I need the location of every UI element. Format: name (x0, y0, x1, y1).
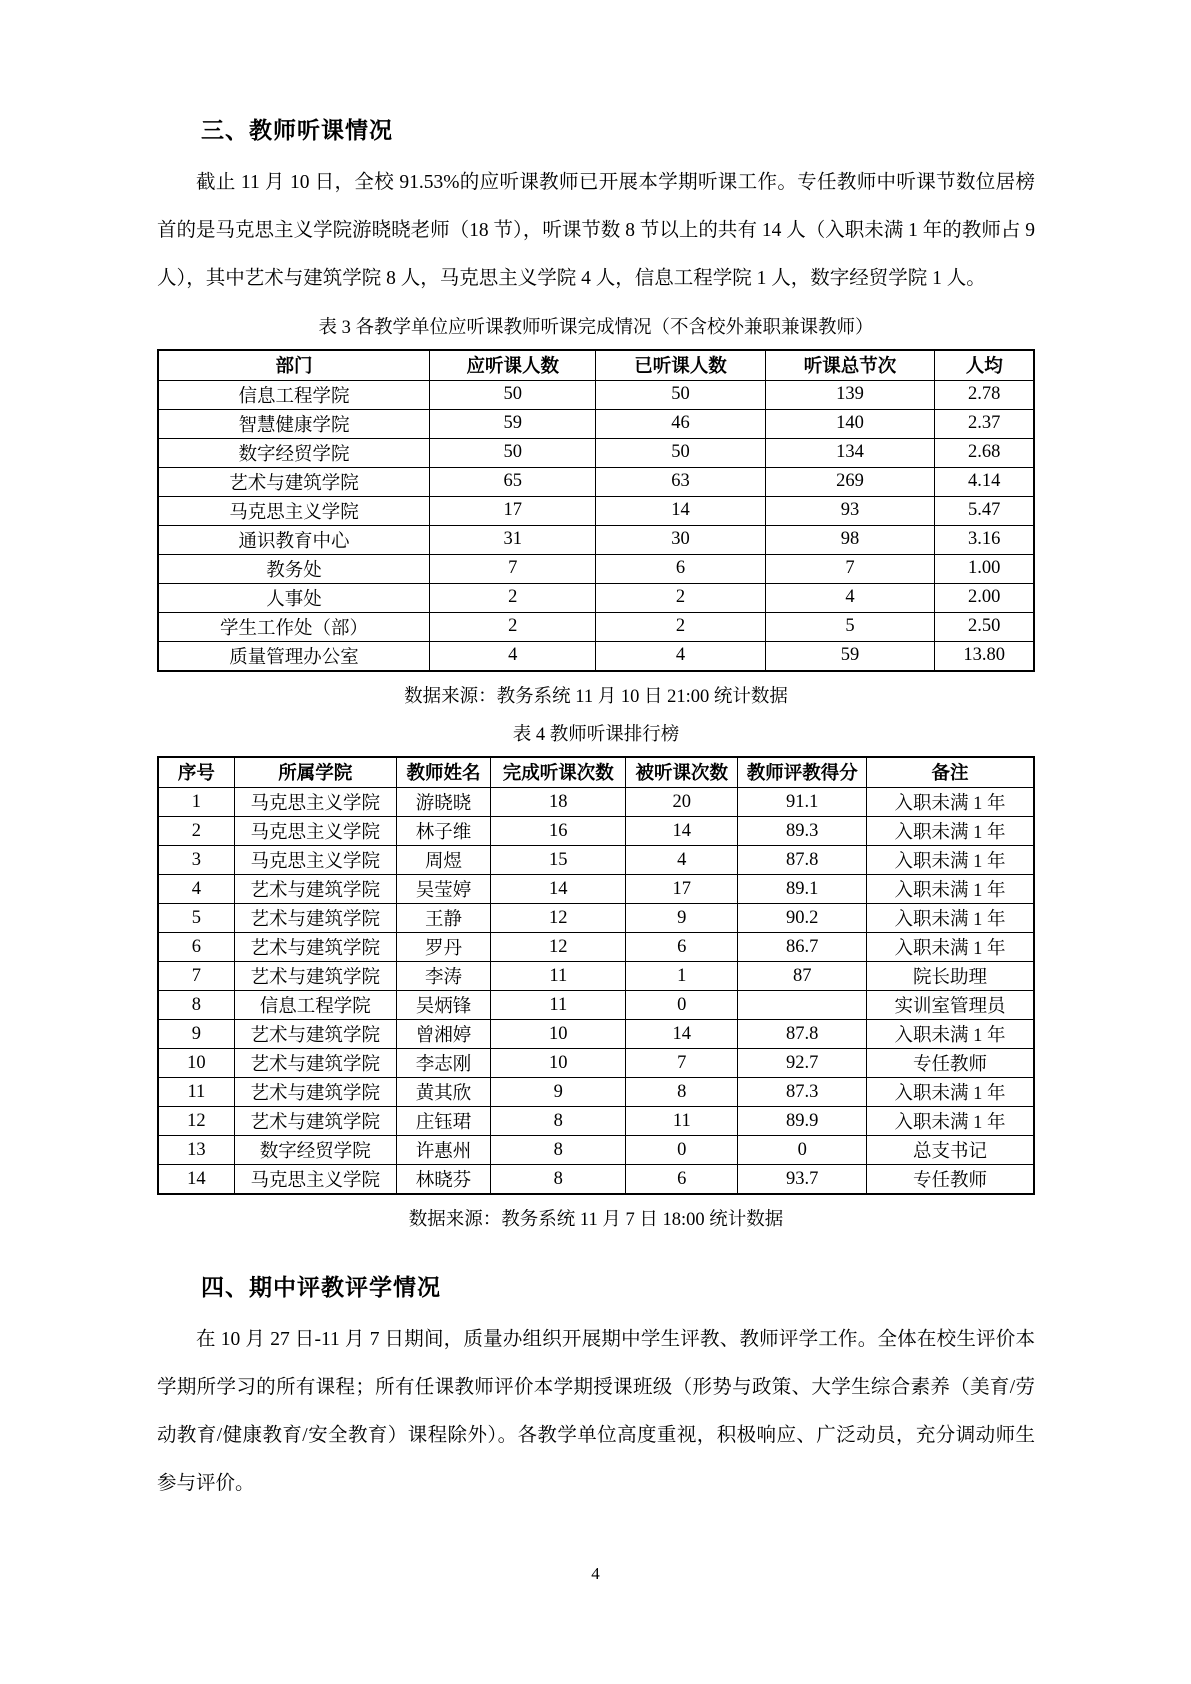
table-cell: 8 (491, 1136, 626, 1165)
table-cell: 7 (765, 554, 935, 583)
table-cell: 吴炳锋 (396, 991, 491, 1020)
table-row (158, 1107, 1034, 1136)
table-cell: 50 (596, 438, 765, 467)
table-cell: 2.00 (935, 583, 1034, 612)
table-cell: 50 (596, 380, 765, 409)
table-cell: 信息工程学院 (158, 380, 430, 409)
table-cell: 入职未满 1 年 (867, 1107, 1034, 1136)
table-cell: 2.50 (935, 612, 1034, 641)
table-cell: 98 (765, 525, 935, 554)
table-cell: 12 (491, 904, 626, 933)
table-cell: 31 (430, 525, 596, 554)
page-number: 4 (591, 1564, 600, 1583)
table-row (158, 380, 1034, 409)
table-cell: 艺术与建筑学院 (234, 962, 396, 991)
table-cell: 马克思主义学院 (234, 1165, 396, 1195)
table-cell: 87.8 (738, 1020, 867, 1049)
table-cell: 入职未满 1 年 (867, 817, 1034, 846)
table-cell: 8 (158, 991, 234, 1020)
table-cell: 艺术与建筑学院 (234, 1078, 396, 1107)
table4-source-note: 数据来源：教务系统 11 月 7 日 18:00 统计数据 (408, 1210, 784, 1230)
table-cell: 7 (158, 962, 234, 991)
table-cell: 院长助理 (867, 962, 1034, 991)
table-cell: 2.68 (935, 438, 1034, 467)
table-cell: 吴莹婷 (396, 875, 491, 904)
table-cell: 专任教师 (867, 1165, 1034, 1195)
table-cell: 李涛 (396, 962, 491, 991)
column-header: 已听课人数 (596, 350, 765, 380)
table-cell: 许惠州 (396, 1136, 491, 1165)
table-cell: 17 (430, 496, 596, 525)
table-cell: 59 (430, 409, 596, 438)
table-cell: 18 (491, 788, 626, 817)
column-header: 序号 (158, 757, 234, 788)
table-cell: 134 (765, 438, 935, 467)
table-cell: 学生工作处（部） (158, 612, 430, 641)
table-cell: 2.37 (935, 409, 1034, 438)
table-row (158, 554, 1034, 583)
table-cell: 14 (626, 817, 738, 846)
table-cell: 智慧健康学院 (158, 409, 430, 438)
table-cell: 1 (626, 962, 738, 991)
column-header: 备注 (867, 757, 1034, 788)
table-cell: 63 (596, 467, 765, 496)
table-row (158, 583, 1034, 612)
table-cell: 教务处 (158, 554, 430, 583)
table-cell: 人事处 (158, 583, 430, 612)
table-cell: 林晓芬 (396, 1165, 491, 1195)
table-cell: 87 (738, 962, 867, 991)
table-cell: 6 (596, 554, 765, 583)
table-cell: 13 (158, 1136, 234, 1165)
table-row (158, 991, 1034, 1020)
section3-paragraph: 截止 11 月 10 日，全校 91.53%的应听课教师已开展本学期听课工作。专任教师中听课节数位居榜首的是马克思主义学院游晓晓老师（18 节），听课节数 8 节以上的共有 14 人（入职未满 1 年的教师占 9 人），其中艺术与建筑学院 8 人，马克思主义学院 4 人，信息工程学院 1 人，数字经贸学院 1 人。 (157, 172, 1035, 289)
table-cell: 11 (491, 962, 626, 991)
table-row (158, 875, 1034, 904)
table-cell: 2 (596, 583, 765, 612)
table-cell: 4 (430, 641, 596, 671)
table-cell: 5 (765, 612, 935, 641)
column-header: 应听课人数 (430, 350, 596, 380)
table-cell: 入职未满 1 年 (867, 1020, 1034, 1049)
table-cell: 46 (596, 409, 765, 438)
table-row (158, 438, 1034, 467)
table-cell: 通识教育中心 (158, 525, 430, 554)
table-cell: 实训室管理员 (867, 991, 1034, 1020)
table-cell: 269 (765, 467, 935, 496)
table-cell: 0 (738, 1136, 867, 1165)
table-cell: 王静 (396, 904, 491, 933)
column-header: 被听课次数 (626, 757, 738, 788)
table-row (158, 467, 1034, 496)
table-cell: 16 (491, 817, 626, 846)
table-row (158, 788, 1034, 817)
table-cell: 黄其欣 (396, 1078, 491, 1107)
table-cell: 4.14 (935, 467, 1034, 496)
table-cell: 艺术与建筑学院 (234, 904, 396, 933)
table-cell: 6 (626, 1165, 738, 1195)
table-row (158, 1049, 1034, 1078)
table-cell: 艺术与建筑学院 (234, 1020, 396, 1049)
table-cell: 周煜 (396, 846, 491, 875)
table-cell: 李志刚 (396, 1049, 491, 1078)
table-cell: 马克思主义学院 (234, 817, 396, 846)
table-cell: 65 (430, 467, 596, 496)
table-cell: 数字经贸学院 (234, 1136, 396, 1165)
table4-teacher-ranking (157, 756, 1035, 1196)
table-cell: 2 (158, 817, 234, 846)
table-row (158, 525, 1034, 554)
table-cell: 艺术与建筑学院 (158, 467, 430, 496)
table-row (158, 641, 1034, 671)
table-cell: 8 (491, 1165, 626, 1195)
table4-caption: 表 4 教师听课排行榜 (512, 724, 680, 745)
table-cell: 9 (626, 904, 738, 933)
table-cell: 0 (626, 1136, 738, 1165)
table-cell: 0 (626, 991, 738, 1020)
table-row (158, 1078, 1034, 1107)
table-cell: 13.80 (935, 641, 1034, 671)
table-cell: 入职未满 1 年 (867, 846, 1034, 875)
table-cell: 17 (626, 875, 738, 904)
table-cell: 艺术与建筑学院 (234, 1049, 396, 1078)
section4-paragraph: 在 10 月 27 日-11 月 7 日期间，质量办组织开展期中学生评教、教师评学工作。全体在校生评价本学期所学习的所有课程；所有任课教师评价本学期授课班级（形势与政策、大学生综合素养（美育/劳动教育/健康教育/安全教育）课程除外）。各教学单位高度重视，积极响应、广泛动员，充分调动师生参与评价。 (157, 1329, 1035, 1494)
table-cell: 5 (158, 904, 234, 933)
table3-listening-completion (157, 349, 1035, 672)
table-cell: 20 (626, 788, 738, 817)
table-cell: 14 (596, 496, 765, 525)
table-cell: 11 (491, 991, 626, 1020)
table-cell: 8 (491, 1107, 626, 1136)
table-cell: 6 (158, 933, 234, 962)
table-cell: 93 (765, 496, 935, 525)
table-cell: 3.16 (935, 525, 1034, 554)
table-cell: 质量管理办公室 (158, 641, 430, 671)
table-row (158, 409, 1034, 438)
table-cell: 89.3 (738, 817, 867, 846)
table3-caption: 表 3 各教学单位应听课教师听课完成情况（不含校外兼职兼课教师） (318, 318, 874, 338)
table-cell: 游晓晓 (396, 788, 491, 817)
table-cell: 90.2 (738, 904, 867, 933)
table-cell: 5.47 (935, 496, 1034, 525)
table-cell: 4 (765, 583, 935, 612)
table-cell: 林子维 (396, 817, 491, 846)
table-cell: 9 (491, 1078, 626, 1107)
section4-heading: 四、期中评教评学情况 (201, 1274, 441, 1300)
column-header: 教师评教得分 (738, 757, 867, 788)
table-cell: 2.78 (935, 380, 1034, 409)
table-cell: 7 (430, 554, 596, 583)
table-cell (738, 991, 867, 1020)
table-cell: 93.7 (738, 1165, 867, 1195)
table-cell: 罗丹 (396, 933, 491, 962)
column-header: 教师姓名 (396, 757, 491, 788)
table-cell: 15 (491, 846, 626, 875)
table-cell: 入职未满 1 年 (867, 875, 1034, 904)
table-cell: 马克思主义学院 (234, 846, 396, 875)
table-row (158, 817, 1034, 846)
table-cell: 10 (491, 1049, 626, 1078)
table-row (158, 1165, 1034, 1195)
table-cell: 2 (596, 612, 765, 641)
table-cell: 4 (596, 641, 765, 671)
table-cell: 12 (158, 1107, 234, 1136)
table-cell: 87.3 (738, 1078, 867, 1107)
table-cell: 9 (158, 1020, 234, 1049)
table-cell: 50 (430, 380, 596, 409)
table-cell: 87.8 (738, 846, 867, 875)
table-cell: 50 (430, 438, 596, 467)
table-cell: 11 (158, 1078, 234, 1107)
table-cell: 59 (765, 641, 935, 671)
table-cell: 2 (430, 612, 596, 641)
table-cell: 曾湘婷 (396, 1020, 491, 1049)
table-cell: 11 (626, 1107, 738, 1136)
table-cell: 总支书记 (867, 1136, 1034, 1165)
column-header: 部门 (158, 350, 430, 380)
table-row (158, 933, 1034, 962)
table-cell: 12 (491, 933, 626, 962)
table-row (158, 1020, 1034, 1049)
table-cell: 3 (158, 846, 234, 875)
table-cell: 6 (626, 933, 738, 962)
table-cell: 艺术与建筑学院 (234, 933, 396, 962)
column-header: 所属学院 (234, 757, 396, 788)
table-cell: 艺术与建筑学院 (234, 875, 396, 904)
table-cell: 庄钰珺 (396, 1107, 491, 1136)
table-cell: 89.9 (738, 1107, 867, 1136)
table-row (158, 1136, 1034, 1165)
table-row (158, 904, 1034, 933)
table-cell: 91.1 (738, 788, 867, 817)
table-cell: 4 (626, 846, 738, 875)
table-cell: 入职未满 1 年 (867, 788, 1034, 817)
table4-header-row (158, 757, 1034, 788)
table-cell: 10 (158, 1049, 234, 1078)
column-header: 听课总节次 (765, 350, 935, 380)
table-cell: 86.7 (738, 933, 867, 962)
table-cell: 7 (626, 1049, 738, 1078)
table-cell: 1.00 (935, 554, 1034, 583)
table-cell: 入职未满 1 年 (867, 904, 1034, 933)
table-cell: 14 (491, 875, 626, 904)
table-cell: 8 (626, 1078, 738, 1107)
table-cell: 92.7 (738, 1049, 867, 1078)
column-header: 人均 (935, 350, 1034, 380)
table-row (158, 962, 1034, 991)
table-cell: 14 (158, 1165, 234, 1195)
table-cell: 入职未满 1 年 (867, 1078, 1034, 1107)
table-cell: 数字经贸学院 (158, 438, 430, 467)
table-cell: 2 (430, 583, 596, 612)
table-cell: 1 (158, 788, 234, 817)
table-cell: 14 (626, 1020, 738, 1049)
table-cell: 30 (596, 525, 765, 554)
column-header: 完成听课次数 (491, 757, 626, 788)
table-row (158, 612, 1034, 641)
table-cell: 专任教师 (867, 1049, 1034, 1078)
table-cell: 140 (765, 409, 935, 438)
table-cell: 艺术与建筑学院 (234, 1107, 396, 1136)
section3-heading: 三、教师听课情况 (201, 117, 393, 143)
table-cell: 马克思主义学院 (234, 788, 396, 817)
table-cell: 10 (491, 1020, 626, 1049)
table3-source-note: 数据来源：教务系统 11 月 10 日 21:00 统计数据 (404, 686, 788, 707)
table3-header-row (158, 350, 1034, 380)
table-cell: 信息工程学院 (234, 991, 396, 1020)
table-cell: 入职未满 1 年 (867, 933, 1034, 962)
table-row (158, 846, 1034, 875)
table-cell: 4 (158, 875, 234, 904)
table-cell: 139 (765, 380, 935, 409)
table-row (158, 496, 1034, 525)
table-cell: 89.1 (738, 875, 867, 904)
table-cell: 马克思主义学院 (158, 496, 430, 525)
